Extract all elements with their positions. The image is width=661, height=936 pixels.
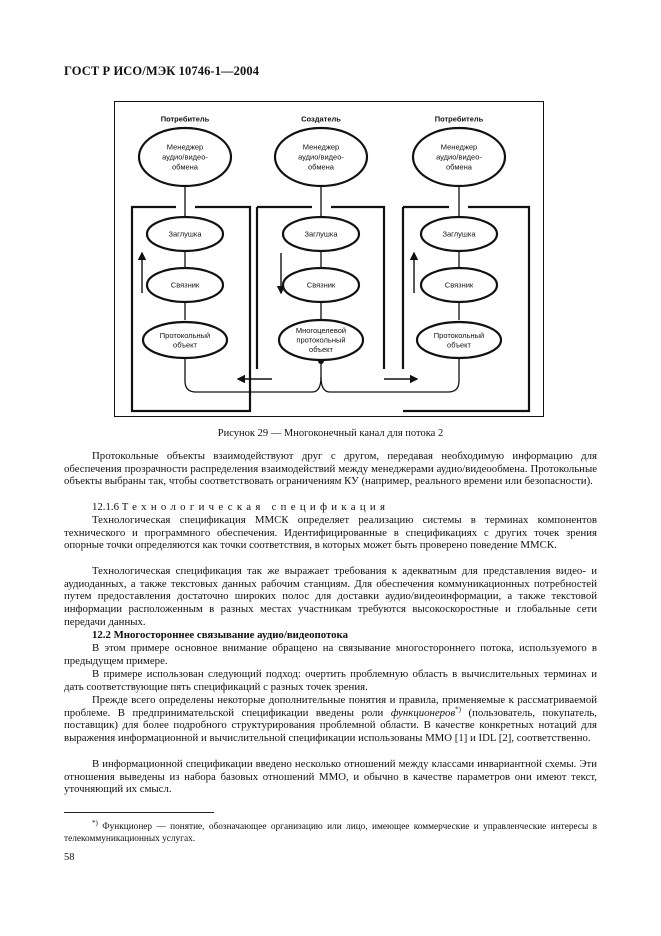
protocol-object-label: Многоцелевой протокольный объект xyxy=(295,326,347,355)
paragraph-approach: В примере использован следующий подход: очертить проблемную область в вычислительных терминах и дать соответствующие пять спецификаций с разных точек зрения. xyxy=(64,668,597,693)
binder-label: Связник xyxy=(170,280,200,290)
footnote-text: Функционер — понятие, обозначающее организацию или лицо, имеющее коммерческие и управленческие интересы в телекоммуникационных услугах. xyxy=(64,822,597,844)
page-number: 58 xyxy=(64,852,75,863)
paragraph-concepts-part2: (пользователь, покупатель, поставщик) для более подробного структурирования проблемной области. В качестве конкретных нотаций для выражения информационной и вычислительной спецификации использованы ММО [1] и IDL [2], соответственно. xyxy=(64,706,597,745)
document-header: ГОСТ Р ИСО/МЭК 10746-1—2004 xyxy=(64,64,260,78)
figure-caption: Рисунок 29 — Многоконечный канал для потока 2 xyxy=(217,428,444,439)
paragraph-protocol-objects: Протокольные объекты взаимодействуют друг с другом, передавая необходимую информацию для обеспечения прозрачности распределения взаимодействий между менеджерами аудио/видеообмена. Протокольные объекты выбраны так, чтобы соответствовать ограничениям КУ (например, реального времени или безопасности). xyxy=(64,450,597,488)
section-heading-12-2: 12.2 Многостороннее связывание аудио/видеопотока xyxy=(92,629,349,641)
stub-label: Заглушка xyxy=(168,229,202,239)
protocol-object-label: Протокольный объект xyxy=(433,330,485,350)
column-heading: Создатель xyxy=(301,114,341,124)
paragraph-concepts-part1: Прежде всего определены некоторые дополнительные понятия и правила, применяемые к рассматриваемой проблеме. В предпринимательской спецификации введены роли xyxy=(64,694,597,719)
manager-label: Менеджер аудио/видео-обмена xyxy=(436,142,482,172)
paragraph-example-focus: В этом примере основное внимание обращено на связывание многостороннего потока, используемого в предыдущем примере. xyxy=(64,642,597,667)
paragraph-info-spec: В информационной спецификации введено несколько отношений между классами инвариантной схемы. Эти отношения выведены из набора базовых отношений ММО, и обычно в качестве параметров они имеют текст, уточняющий их смысл. xyxy=(64,758,597,796)
column-heading: Потребитель xyxy=(434,114,484,124)
manager-label: Менеджер аудио/видео-обмена xyxy=(298,142,344,172)
binder-label: Связник xyxy=(306,280,336,290)
multiendpoint-channel-diagram xyxy=(114,101,544,417)
paragraph-tech-spec-1: Технологическая спецификация ММСК определяет реализацию системы в терминах компонентов технического и программного обеспечения. Идентифицированные в спецификациях с других точек зрения опорные точки определяются как точки соответствия, в которых может быть проверено поведение ММСК. xyxy=(64,514,597,552)
footnote xyxy=(64,818,597,845)
section-heading-12-1-6 xyxy=(64,501,597,514)
section-title: Технологическая спецификация xyxy=(121,501,390,513)
column-heading: Потребитель xyxy=(160,114,210,124)
manager-label: Менеджер аудио/видео-обмена xyxy=(162,142,208,172)
paragraph-tech-spec-2: Технологическая спецификация так же выражает требования к адекватным для представления видео- и аудиоданных, а также текстовых данных рабочим станциям. Для обеспечения коммуникационных потребностей путем предоставления достаточно широких полос для доставки аудио/видеоинформации, а также текстовой информации расположенным в разных местах участникам требуются высокоскоростные и глобальные сети передачи данных. xyxy=(64,565,597,628)
stub-label: Заглушка xyxy=(304,229,338,239)
stub-label: Заглушка xyxy=(442,229,476,239)
footnote-divider xyxy=(64,812,214,813)
footnote-mark: *) xyxy=(92,818,98,827)
section-number: 12.1.6 xyxy=(92,501,119,513)
functionaries-term: функционеров xyxy=(390,706,456,719)
protocol-object-label: Протокольный объект xyxy=(159,330,211,350)
paragraph-concepts xyxy=(64,694,597,745)
binder-label: Связник xyxy=(444,280,474,290)
footnote-reference[interactable]: *) xyxy=(455,705,461,714)
